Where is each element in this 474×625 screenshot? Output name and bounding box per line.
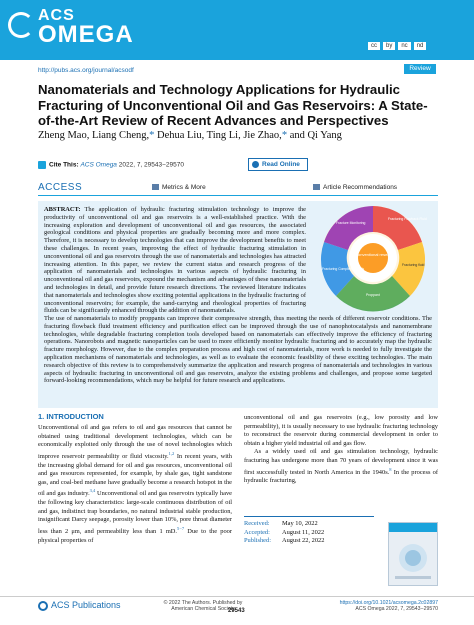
journal-logo[interactable] bbox=[38, 8, 134, 46]
published-label: Published: bbox=[244, 537, 271, 545]
copyright-line: © 2022 The Authors. Published by bbox=[163, 600, 243, 606]
citation-row bbox=[38, 161, 184, 169]
document-icon bbox=[313, 184, 320, 190]
intro-right-column bbox=[244, 414, 438, 486]
read-online-label: Read Online bbox=[262, 161, 300, 168]
section-heading-introduction: 1. INTRODUCTION bbox=[38, 412, 104, 421]
footer-doi-block bbox=[330, 600, 438, 613]
intro-paragraph: In the process of hydraulic fracturing, bbox=[244, 468, 439, 485]
recommendations-button[interactable] bbox=[313, 184, 397, 191]
reference-link[interactable]: 5−7 bbox=[177, 525, 185, 531]
toc-ring-label: Proppant bbox=[366, 293, 380, 297]
intro-paragraph: Unconventional oil and gas reservoirs typically have the following key characteristics: large-scale continuous distribution of oil and gas, indistinct trap boundaries, no natural industrial stable production, insignificant Darcy seepage, porosity lower than 10%, pore throat diameter less than 2 μm, and permeability less than 1 mD. bbox=[38, 490, 232, 535]
received-label: Received: bbox=[244, 520, 270, 527]
toc-ring-label: Fracturing fluid bbox=[402, 263, 425, 267]
abstract-heading: ABSTRACT: bbox=[44, 206, 81, 213]
acs-publications-icon bbox=[38, 601, 48, 611]
authors-text: and Qi Yang bbox=[287, 130, 342, 141]
journal-name-line2: OMEGA bbox=[38, 21, 134, 48]
accepted-row bbox=[244, 529, 374, 538]
cover-header-strip bbox=[389, 523, 437, 532]
footer-divider bbox=[0, 596, 474, 597]
journal-reference: ACS Omega 2022, 7, 29543−29570 bbox=[355, 606, 438, 613]
publication-dates bbox=[244, 520, 374, 546]
toc-ring-label: Fracturing Completion Tools bbox=[322, 267, 365, 271]
read-online-button[interactable] bbox=[248, 158, 308, 171]
accepted-date: August 11, 2022 bbox=[282, 528, 325, 536]
cite-reference: 2022, 7, 29543−29570 bbox=[118, 161, 184, 169]
bar-chart-icon bbox=[152, 184, 159, 190]
accepted-label: Accepted: bbox=[244, 528, 270, 536]
page-number: 29543 bbox=[228, 608, 245, 614]
published-date: August 22, 2022 bbox=[282, 537, 325, 545]
cover-art-icon bbox=[389, 532, 437, 586]
copyright-line: American Chemical Society bbox=[171, 606, 235, 613]
intro-paragraph-2 bbox=[244, 448, 438, 486]
corresponding-author-mark[interactable]: * bbox=[149, 130, 155, 141]
intro-paragraph: Due to the poor physical properties of bbox=[38, 527, 232, 544]
acs-publications-logo[interactable] bbox=[38, 600, 121, 611]
cite-icon bbox=[38, 161, 46, 169]
license-badges[interactable] bbox=[368, 42, 426, 50]
journal-name-line1: ACS bbox=[38, 7, 75, 24]
license-badge: by bbox=[383, 42, 395, 50]
journal-cover-thumbnail[interactable] bbox=[388, 522, 438, 586]
intro-paragraph: As a widely used oil and gas stimulation technology, hydraulic fracturing has undergone more than 70 years of development since it was first successfully tested in North America in the 1940s. bbox=[244, 448, 438, 476]
toc-ring-label: Fracture Monitoring bbox=[336, 221, 366, 225]
metrics-button[interactable] bbox=[152, 184, 206, 191]
reference-link[interactable]: 8 bbox=[389, 466, 392, 472]
reference-link[interactable]: 3,4 bbox=[89, 488, 96, 494]
license-badge: cc bbox=[368, 42, 380, 50]
access-bar bbox=[38, 182, 438, 196]
article-type-badge: Review bbox=[404, 64, 436, 74]
abstract-text-bottom: The use of nanomaterials to modify proppants can improve their compressive strength, thus meeting the needs of different reservoir conditions. The fracturing flowback fluid treatment efficiency and purification effect can be improved through the use of nanophotocatalysis and nanomembrane technologies, while degradable fracturing completion tools developed based on nanomaterials can effectively improve the efficiency of fracturing operations. Nanorobots and magnetic nanoparticles can be used to more efficiently monitor hydraulic fracturing and to accurately map the hydraulic fracture morphology. However, due to the complex preparation process and high cost of nanomaterials, more work is needed to fully investigate the application mechanisms of nanomaterials and technologies, as well as to evaluate the economic feasibility of these exciting technologies. The main research objective of this review is to comprehensively summarize the application and research progress of nanomaterials and technologies in various aspects of hydraulic fracturing in unconventional oil and gas reservoirs, analyze the existing problems and challenges, and propose some targeted forward-looking recommendations, which may be helpful for future research and applications. bbox=[44, 315, 432, 385]
journal-header-banner bbox=[0, 0, 474, 60]
published-row bbox=[244, 537, 374, 546]
read-online-icon bbox=[252, 161, 259, 168]
intro-left-column bbox=[38, 424, 232, 545]
intro-paragraph: unconventional oil and gas reservoirs (e.g., low porosity and low permeability), it is usually necessary to use hydraulic fracturing technology to reconstruct the reservoir during commercial development in order to obtain a higher yield industrial oil and gas flow. bbox=[244, 414, 438, 447]
cite-journal-link[interactable]: ACS Omega bbox=[80, 161, 117, 169]
toc-ring-label: Fracturing Flowback Fluid bbox=[388, 217, 427, 221]
abstract-text-top bbox=[44, 206, 306, 315]
toc-center-label: Unconventional reservoir bbox=[350, 252, 396, 257]
abstract-body: The application of hydraulic fracturing stimulation technology to improve the productivity of unconventional oil and gas reservoirs is a well-established practice. With the increasing exploration and development of unconventional oil and gas resources, the associated geological conditions and physical properties are gradually becoming more and more complex. Therefore, it is necessary to develop technologies that can improve the development benefits to meet these challenges. In recent years, improving the effect of hydraulic fracturing stimulation in unconventional oil and gas reservoirs through the use of nanomaterials and technologies has attracted increasing attention. In this paper, we review the current status and research progress of the application of nanomaterials and technologies in various aspects of hydraulic fracturing in unconventional oil and gas reservoirs, expound the mechanism and advantages of these nanomaterials and technologies in detail, and provide future research directions. The reviewed literature indicates that nanomaterials and technologies show exciting potential applications in the hydraulic fracturing of unconventional reservoirs; for example, the sand-carrying and rheological properties of fracturing fluids can be significantly enhanced through the addition of nanomaterials. bbox=[44, 206, 306, 315]
intro-paragraph: In recent years, with the increasing global demand for oil and gas resources, unconventional oil and gas resources represented, for example, by shale gas, tight sandstone gas, and coal-bed methane have gradually become a research hotspot in the oil and gas industry. bbox=[38, 452, 233, 498]
journal-url-link[interactable]: http://pubs.acs.org/journal/acsodf bbox=[38, 67, 134, 74]
reference-link[interactable]: 1,2 bbox=[168, 450, 175, 456]
access-label: ACCESS bbox=[38, 182, 83, 193]
dates-divider bbox=[244, 516, 374, 517]
license-badge: nc bbox=[398, 42, 410, 50]
publisher-name: ACS Publications bbox=[51, 600, 121, 610]
received-date: May 10, 2022 bbox=[282, 520, 318, 527]
metrics-label: Metrics & More bbox=[162, 184, 206, 191]
license-badge: nd bbox=[414, 42, 427, 50]
toc-graphic[interactable] bbox=[314, 204, 432, 312]
recommendations-label: Article Recommendations bbox=[323, 184, 398, 191]
authors-text: Zheng Mao, Liang Cheng, bbox=[38, 130, 150, 141]
received-row bbox=[244, 520, 374, 529]
article-title: Nanomaterials and Technology Applications for Hydraulic Fracturing of Unconventional Oil and Gas Reservoirs: A State-of-the-Art Review of Recent Advances and Perspectives bbox=[38, 82, 428, 128]
author-list bbox=[38, 130, 342, 141]
doi-link[interactable]: https://doi.org/10.1021/acsomega.2c02897 bbox=[339, 600, 438, 606]
corresponding-author-mark[interactable]: * bbox=[281, 130, 288, 141]
authors-text: Dehua Liu, Ting Li, Jie Zhao, bbox=[154, 130, 282, 141]
acs-logo-icon bbox=[8, 12, 34, 38]
intro-paragraph: Unconventional oil and gas refers to oil and gas resources that cannot be obtained using traditional development technologies, which can be economically exploited only through the use of novel technologies which improve reservoir permeability or fluid viscosity. bbox=[38, 424, 232, 460]
cite-label: Cite This: bbox=[49, 161, 79, 169]
